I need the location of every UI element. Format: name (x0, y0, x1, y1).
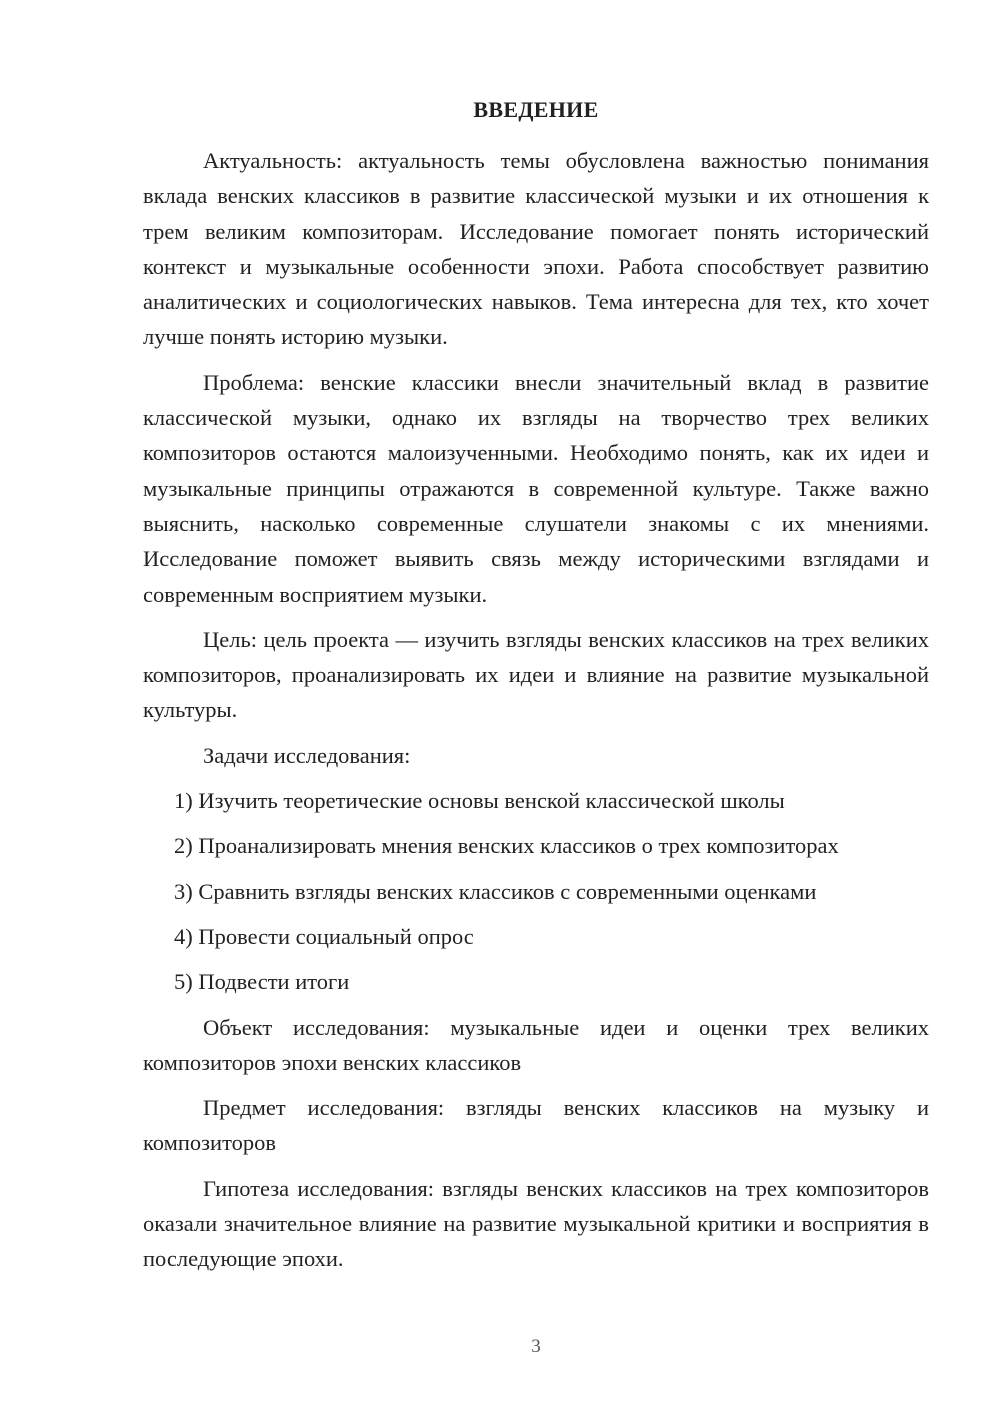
list-item: 4) Провести социальный опрос (174, 923, 474, 949)
document-page (143, 95, 929, 1287)
problem-paragraph: Проблема: венские классики внесли значительный вклад в развитие классической музыки, однако их взгляды на творчество трех великих композиторов остаются малоизученными. Необходимо понять, как их идеи и музыкальные принципы отражаются в современной культуре. Также важно выяснить, насколько современные слушатели знакомы с их мнениями. Исследование поможет выявить связь между историческими взглядами и современным восприятием музыки. (143, 369, 929, 607)
list-item: 1) Изучить теоретические основы венской классической школы (174, 788, 785, 814)
goal-paragraph: Цель: цель проекта — изучить взгляды венских классиков на трех великих композиторов, проанализировать их идеи и влияние на развитие музыкальной культуры. (143, 626, 929, 723)
subject-paragraph: Предмет исследования: взгляды венских классиков на музыку и композиторов (143, 1095, 929, 1156)
tasks-heading: Задачи исследования: (203, 742, 411, 768)
list-item: 5) Подвести итоги (174, 969, 350, 995)
relevance-paragraph: Актуальность: актуальность темы обусловлена важностью понимания вклада венских классиков в развитие классической музыки и их отношения к трем великим композиторам. Исследование помогает понять исторический контекст и музыкальные особенности эпохи. Работа способствует развитию аналитических и социологических навыков. Тема интересна для тех, кто хочет лучше понять историю музыки. (143, 148, 929, 350)
hypothesis-paragraph: Гипотеза исследования: взгляды венских классиков на трех композиторов оказали значительное влияние на развитие музыкальной критики и восприятия в последующие эпохи. (143, 1175, 929, 1272)
page-number: 3 (531, 1336, 541, 1357)
page-title: ВВЕДЕНИЕ (473, 97, 599, 122)
list-item: 2) Проанализировать мнения венских классиков о трех композиторах (174, 833, 839, 859)
object-paragraph: Объект исследования: музыкальные идеи и оценки трех великих композиторов эпохи венских классиков (143, 1014, 929, 1075)
list-item: 3) Сравнить взгляды венских классиков с современными оценками (174, 878, 817, 904)
tasks-list (143, 783, 929, 999)
